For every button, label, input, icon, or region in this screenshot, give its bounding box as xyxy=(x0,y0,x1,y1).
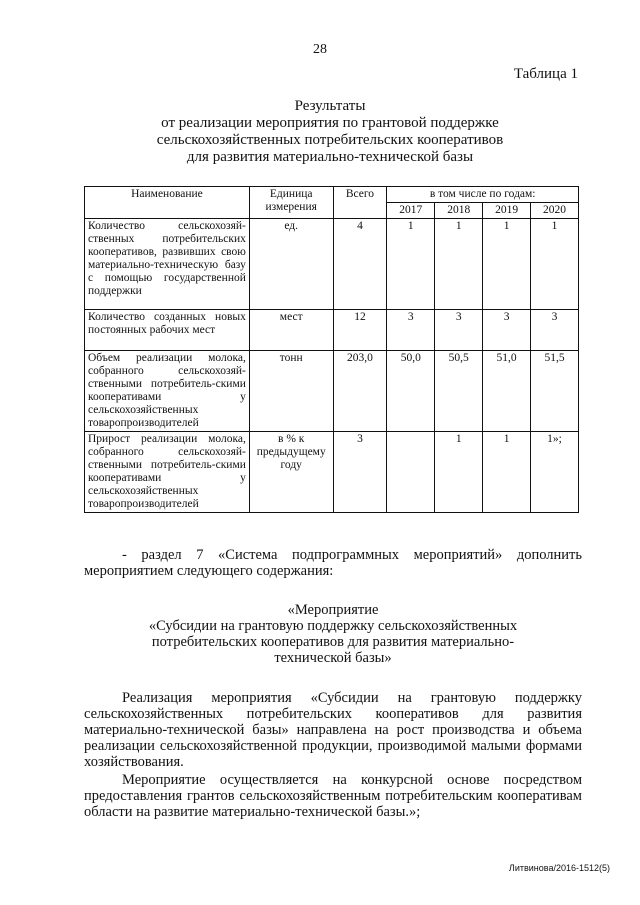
measure-heading-line1: «Мероприятие xyxy=(287,602,379,618)
title-line: сельскохозяйственных потребительских кооперативов xyxy=(156,132,504,148)
paragraph: Реализация мероприятия «Субсидии на грантовую поддержку сельскохозяйственных потребительских кооперативов для развития материально-технической базы» направлена на рост производства и объема реализации сельскохозяйственной продукции, производимой малыми формами хозяйствования. xyxy=(84,690,582,770)
title-line: от реализации мероприятия по грантовой поддержке xyxy=(161,115,499,131)
title-line: Результаты xyxy=(294,98,366,114)
row-total: 3 xyxy=(333,432,387,513)
table-label: Таблица 1 xyxy=(513,66,578,82)
table-header-row xyxy=(85,187,579,203)
page-number: 28 xyxy=(313,42,327,57)
row-value: 50,5 xyxy=(435,351,483,432)
header-year: 2020 xyxy=(531,203,579,219)
row-value: 1 xyxy=(387,219,435,310)
header-years-group: в том числе по годам: xyxy=(387,187,579,203)
section-intro: - раздел 7 «Система подпрограммных мероприятий» дополнить мероприятием следующего содержания: xyxy=(84,547,582,579)
row-value: 1 xyxy=(483,219,531,310)
row-value: 50,0 xyxy=(387,351,435,432)
title-line: для развития материально-технической базы xyxy=(186,149,474,165)
row-value: 3 xyxy=(387,310,435,351)
results-table xyxy=(84,186,579,513)
measure-heading-line2: «Субсидии на грантовую поддержку сельскохозяйственных потребительских кооперативов для развития материально-технической базы» xyxy=(148,618,518,666)
row-total: 12 xyxy=(333,310,387,351)
measure-heading xyxy=(84,602,582,666)
row-total: 4 xyxy=(333,219,387,310)
row-value: 3 xyxy=(435,310,483,351)
row-name: Количество сельскохозяй-ственных потребительских кооперативов, развивших свою материально-техническую базу с помощью государственной поддержки xyxy=(85,219,250,310)
header-unit: Единица измерения xyxy=(249,187,333,219)
row-unit: ед. xyxy=(249,219,333,310)
row-value: 1 xyxy=(435,432,483,513)
row-value: 51,0 xyxy=(483,351,531,432)
table-title xyxy=(80,98,580,166)
row-unit: в % к предыдущему году xyxy=(249,432,333,513)
row-value: 3 xyxy=(531,310,579,351)
row-value: 1 xyxy=(435,219,483,310)
row-value: 1 xyxy=(531,219,579,310)
row-unit: мест xyxy=(249,310,333,351)
row-value: 1»; xyxy=(531,432,579,513)
table-row xyxy=(85,219,579,310)
table-row xyxy=(85,310,579,351)
row-value: 51,5 xyxy=(531,351,579,432)
paragraph: Мероприятие осуществляется на конкурсной основе посредством предоставления грантов сельскохозяйственным потребительским кооперативам области на развитие материально-технической базы.»; xyxy=(84,772,582,820)
row-name: Объем реализации молока, собранного сельскохозяй-ственными потребитель-скими кооперативами у сельскохозяйственных товаропроизводителей xyxy=(85,351,250,432)
footer-ref: Литвинова/2016-1512(5) xyxy=(508,863,610,873)
header-year: 2017 xyxy=(387,203,435,219)
row-name: Прирост реализации молока, собранного сельскохозяй-ственными потребитель-скими кооперативами у сельскохозяйственных товаропроизводителей xyxy=(85,432,250,513)
header-year: 2019 xyxy=(483,203,531,219)
table-row xyxy=(85,432,579,513)
header-name: Наименование xyxy=(85,187,250,219)
table-row xyxy=(85,351,579,432)
row-value: 3 xyxy=(483,310,531,351)
row-total: 203,0 xyxy=(333,351,387,432)
header-year: 2018 xyxy=(435,203,483,219)
row-name: Количество созданных новых постоянных рабочих мест xyxy=(85,310,250,351)
header-total: Всего xyxy=(333,187,387,219)
row-value: 1 xyxy=(483,432,531,513)
row-unit: тонн xyxy=(249,351,333,432)
row-value xyxy=(387,432,435,513)
